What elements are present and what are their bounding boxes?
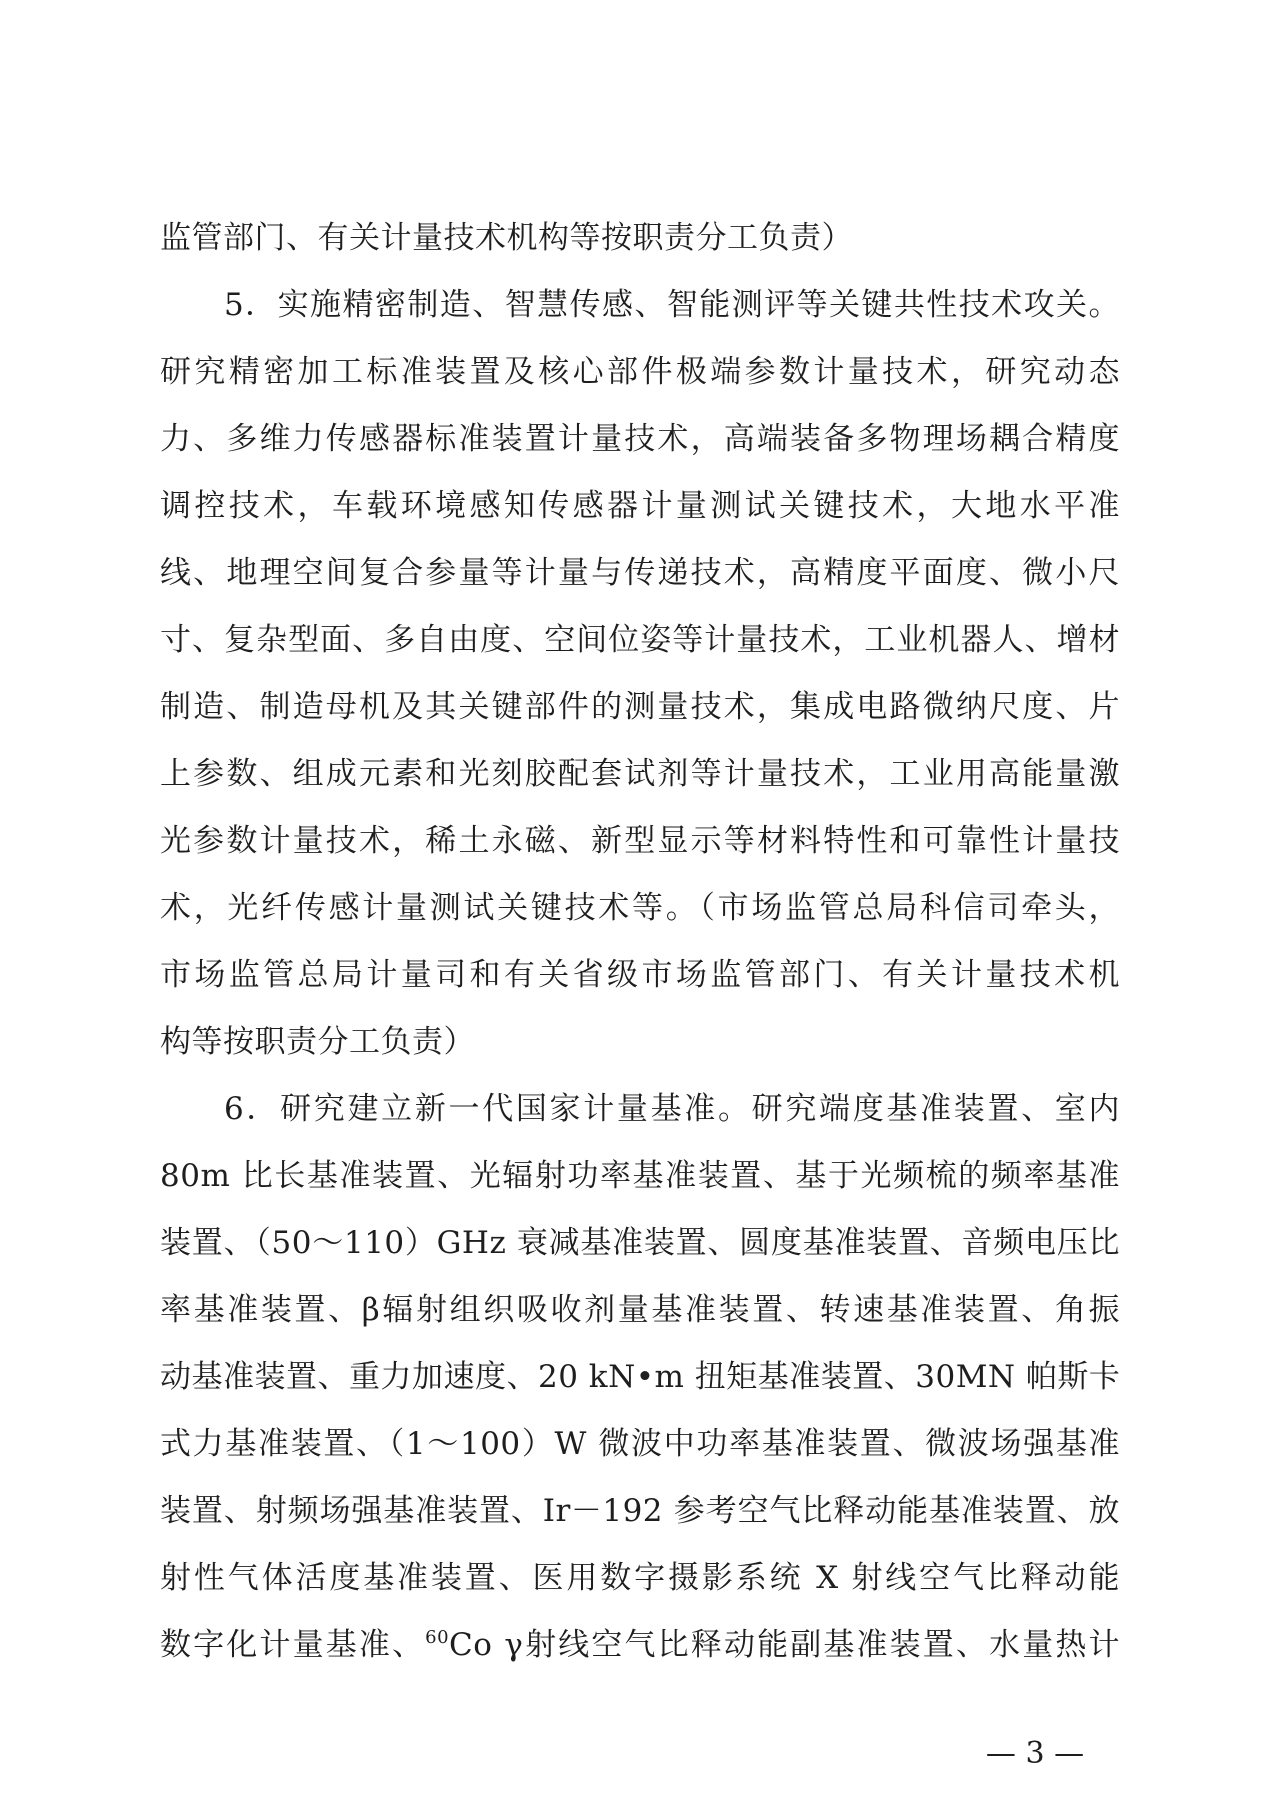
- text-line-19: 式力基准装置、（1～100）W 微波中功率基准装置、微波场强基准: [160, 1426, 1120, 1462]
- text-segment-before-isotope: 数字化计量基准、: [160, 1627, 426, 1663]
- text-line-22: [160, 1612, 1120, 1679]
- text-line-18: 动基准装置、重力加速度、20 kN•m 扭矩基准装置、30MN 帕斯卡: [160, 1359, 1121, 1395]
- text-line-16: 装置、（50～110）GHz 衰减基准装置、圆度基准装置、音频电压比: [160, 1225, 1120, 1261]
- text-line-1: 监管部门、有关计量技术机构等按职责分工负责）: [160, 220, 853, 256]
- text-line-3: 研究精密加工标准装置及核心部件极端参数计量技术，研究动态: [160, 354, 1120, 390]
- isotope-mass-number: 60: [425, 1627, 450, 1648]
- text-line-17: 率基准装置、β辐射组织吸收剂量基准装置、转速基准装置、角振: [160, 1292, 1120, 1328]
- text-line-11: 术，光纤传感计量测试关键技术等。（市场监管总局科信司牵头，: [160, 890, 1120, 926]
- page-number: — 3 —: [985, 1736, 1085, 1771]
- text-line-5: 调控技术，车载环境感知传感器计量测试关键技术，大地水平准: [160, 488, 1120, 524]
- text-line-21: 射性气体活度基准装置、医用数字摄影系统 X 射线空气比释动能: [160, 1560, 1120, 1596]
- body-text: [160, 205, 1120, 1679]
- text-line-20: 装置、射频场强基准装置、Ir－192 参考空气比释动能基准装置、放: [160, 1493, 1120, 1529]
- text-line-10: 光参数计量技术，稀土永磁、新型显示等材料特性和可靠性计量技: [160, 823, 1120, 859]
- text-line-7: 寸、复杂型面、多自由度、空间位姿等计量技术，工业机器人、增材: [160, 622, 1120, 658]
- text-line-2: 5．实施精密制造、智慧传感、智能测评等关键共性技术攻关。: [224, 287, 1120, 323]
- text-line-8: 制造、制造母机及其关键部件的测量技术，集成电路微纳尺度、片: [160, 689, 1120, 725]
- text-line-6: 线、地理空间复合参量等计量与传递技术，高精度平面度、微小尺: [160, 555, 1120, 591]
- text-line-4: 力、多维力传感器标准装置计量技术，高端装备多物理场耦合精度: [160, 421, 1120, 457]
- text-line-14: 6．研究建立新一代国家计量基准。研究端度基准装置、室内: [224, 1091, 1120, 1127]
- text-line-12: 市场监管总局计量司和有关省级市场监管部门、有关计量技术机: [160, 957, 1120, 993]
- text-line-9: 上参数、组成元素和光刻胶配套试剂等计量技术，工业用高能量激: [160, 756, 1120, 792]
- text-line-13: 构等按职责分工负责）: [160, 1024, 475, 1060]
- text-line-15: 80m 比长基准装置、光辐射功率基准装置、基于光频梳的频率基准: [160, 1158, 1120, 1194]
- text-segment-after-isotope: Co γ射线空气比释动能副基准装置、水量热计: [449, 1627, 1121, 1663]
